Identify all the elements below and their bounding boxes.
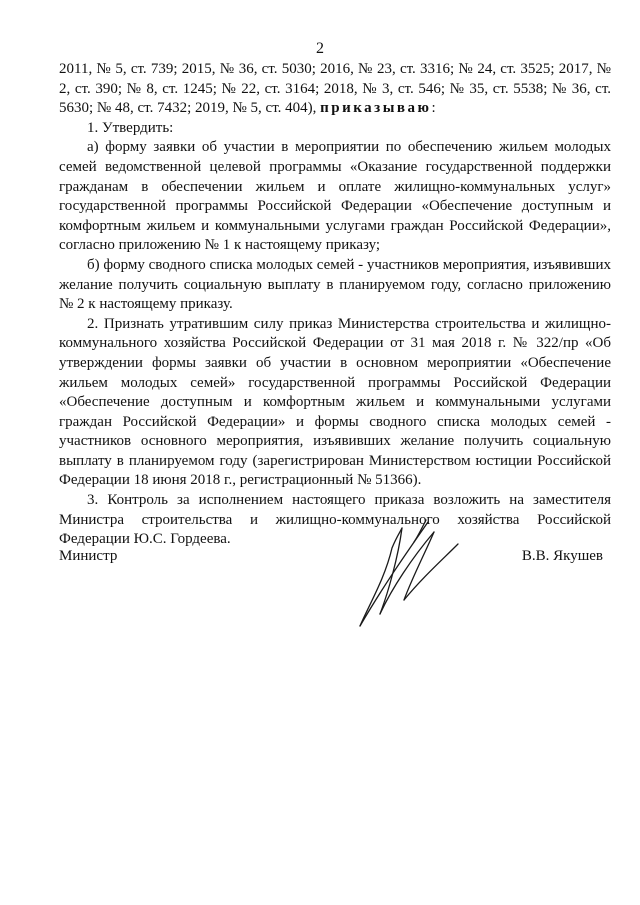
order-word: приказываю (320, 100, 432, 117)
signature-stroke (380, 528, 402, 614)
signature-stroke (360, 522, 428, 626)
item-1-heading: 1. Утвердить: (87, 119, 174, 136)
order-colon: : (431, 100, 436, 117)
item-2: 2. Признать утратившим силу приказ Министерства строительства и жилищно-коммунального хозяйства Российской Федерации от 31 мая 2018 г. № 322/пр «Об утверждении формы заявки об участии в основном мероприятии «Обеспечение жильем молодых семей» государственной программы Российской Федерации «Обеспечение доступным и комфортным жильем и коммунальными услугами граждан Российской Федерации» и формы сводного списка молодых семей - участников основного мероприятия, изъявивших желание получить социальную выплату в планируемом году (зарегистрирован Министерством юстиции Российской Федерации 18 июня 2018 г., регистрационный № 51366). (59, 315, 611, 489)
item-1-a: а) форму заявки об участии в мероприятии по обеспечению жильем молодых семей ведомственной целевой программы «Оказание государственной поддержки гражданам в обеспечении жильем и оплате жилищно-коммунальных услуг» государственной программы Российской Федерации «Обеспечение доступным и комфортным жильем и коммунальными услугами граждан Российской Федерации», согласно приложению № 1 к настоящему приказу; (59, 139, 611, 254)
item-3: 3. Контроль за исполнением настоящего приказа возложить на заместителя Министра строительства и жилищно-коммунального хозяйства Российской Федерации Ю.С. Гордеева. (59, 492, 611, 548)
intro-paragraph (59, 60, 611, 119)
page-number: 2 (316, 40, 324, 57)
signature-stroke (414, 520, 426, 542)
signature-image (330, 508, 480, 636)
item-1-b: б) форму сводного списка молодых семей - участников мероприятия, изъявивших желание получить социальную выплату в планируемом году, согласно приложению № 2 к настоящему приказу. (59, 256, 611, 313)
document-body (59, 60, 611, 550)
signature-block (59, 548, 603, 565)
intro-text: 2011, № 5, ст. 739; 2015, № 36, ст. 5030; 2016, № 23, ст. 3316; № 24, ст. 3525; 2017, № 2, ст. 390; № 8, ст. 1245; № 22, ст. 3164; 2018, № 3, ст. 546; № 35, ст. 5538; № 36, ст. 5630; № 48, ст. 7432; 2019, № 5, ст. 404), (59, 61, 611, 117)
signature-stroke (380, 532, 434, 614)
signer-name: В.В. Якушев (521, 548, 603, 564)
signer-position: Министр (59, 548, 118, 564)
